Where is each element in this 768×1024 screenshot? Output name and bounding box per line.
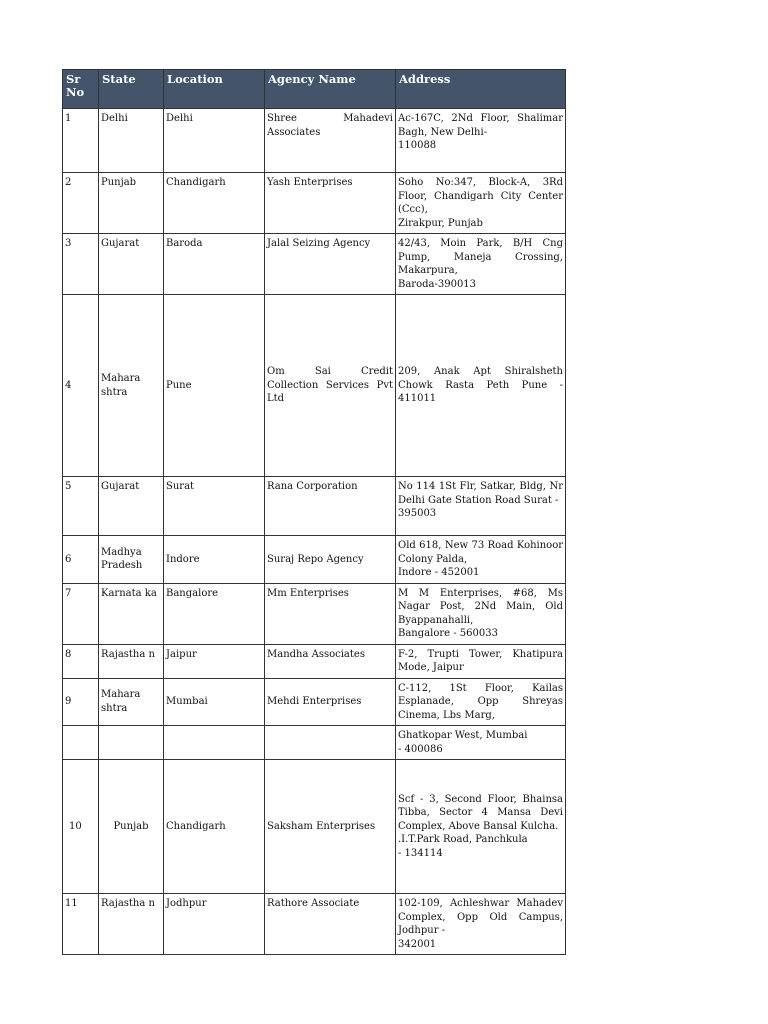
address-line: M M Enterprises, #68, Ms Nagar Post, 2Nd Main, Old Byappanahalli, xyxy=(398,587,563,626)
header-sr-no: Sr No xyxy=(63,70,99,109)
table-row xyxy=(63,760,566,894)
cell-address xyxy=(396,894,566,955)
address-line: Ac-167C, 2Nd Floor, Shalimar Bagh, New Delhi- xyxy=(398,113,563,138)
cell-agency-name: Jalal Seizing Agency xyxy=(265,234,396,295)
cell-state: Madhya Pradesh xyxy=(99,536,164,584)
address-line: No 114 1St Flr, Satkar, Bldg, Nr Delhi Gate Station Road Surat - xyxy=(398,481,563,506)
cell-state: Gujarat xyxy=(99,234,164,295)
address-line: Bangalore - 560033 xyxy=(398,628,498,639)
table-row xyxy=(63,477,566,536)
cell-address xyxy=(396,234,566,295)
table-row xyxy=(63,583,566,644)
cell-state: Mahara shtra xyxy=(99,678,164,726)
cell-state: Mahara shtra xyxy=(99,295,164,477)
table-row xyxy=(63,678,566,726)
cell-sr-no: 2 xyxy=(63,173,99,234)
header-agency-name: Agency Name xyxy=(265,70,396,109)
cell-location: Baroda xyxy=(164,234,265,295)
cell-sr-no: 4 xyxy=(63,295,99,477)
cell-sr-no: 8 xyxy=(63,644,99,678)
cell-agency-name: Suraj Repo Agency xyxy=(265,536,396,584)
cell-agency-name: Mandha Associates xyxy=(265,644,396,678)
cell-sr-no: 7 xyxy=(63,583,99,644)
cell-address xyxy=(396,644,566,678)
cell-sr-no: 1 xyxy=(63,109,99,173)
address-line: Scf - 3, Second Floor, Bhainsa Tibba, Sector 4 Mansa Devi Complex, Above Bansal Kulcha. xyxy=(398,793,563,832)
cell-state: Rajastha n xyxy=(99,894,164,955)
cell-sr-no: 6 xyxy=(63,536,99,584)
cell-location: Chandigarh xyxy=(164,173,265,234)
cell-address xyxy=(396,109,566,173)
table-row xyxy=(63,109,566,173)
cell-address xyxy=(396,726,566,760)
cell-state xyxy=(99,726,164,760)
cell-address xyxy=(396,173,566,234)
cell-sr-no: 11 xyxy=(63,894,99,955)
cell-address xyxy=(396,678,566,726)
address-line: - 400086 xyxy=(398,743,443,755)
cell-state: Punjab xyxy=(99,760,164,894)
table-row xyxy=(63,234,566,295)
cell-state: Karnata ka xyxy=(99,583,164,644)
agency-table xyxy=(62,69,566,955)
cell-sr-no xyxy=(63,726,99,760)
address-line: C-112, 1St Floor, Kailas Esplanade, Opp Shreyas Cinema, Lbs Marg, xyxy=(398,682,563,721)
cell-address xyxy=(396,477,566,536)
table-row xyxy=(63,644,566,678)
cell-location: Indore xyxy=(164,536,265,584)
cell-agency-name: Yash Enterprises xyxy=(265,173,396,234)
address-line: Ghatkopar West, Mumbai xyxy=(398,730,528,741)
header-location: Location xyxy=(164,70,265,109)
address-line: Indore - 452001 xyxy=(398,567,480,578)
cell-location: Pune xyxy=(164,295,265,477)
table-row xyxy=(63,894,566,955)
cell-location: Surat xyxy=(164,477,265,536)
cell-address xyxy=(396,295,566,477)
cell-location xyxy=(164,726,265,760)
cell-sr-no: 5 xyxy=(63,477,99,536)
table-header-row xyxy=(63,70,566,109)
address-line: 42/43, Moin Park, B/H Cng Pump, Maneja Crossing, Makarpura, xyxy=(398,238,563,276)
cell-state: Gujarat xyxy=(99,477,164,536)
cell-location: Jaipur xyxy=(164,644,265,678)
cell-agency-name: Shree Mahadevi Associates xyxy=(265,109,396,173)
address-line: .I.T.Park Road, Panchkula xyxy=(398,834,528,846)
table-row xyxy=(63,295,566,477)
address-line: 342001 xyxy=(398,938,437,950)
cell-agency-name xyxy=(265,726,396,760)
cell-state: Rajastha n xyxy=(99,644,164,678)
cell-location: Delhi xyxy=(164,109,265,173)
address-line: Baroda-390013 xyxy=(398,278,477,290)
cell-location: Mumbai xyxy=(164,678,265,726)
cell-address xyxy=(396,536,566,584)
cell-state: Punjab xyxy=(99,173,164,234)
cell-sr-no: 3 xyxy=(63,234,99,295)
cell-agency-name: Saksham Enterprises xyxy=(265,760,396,894)
address-line: Soho No:347, Block-A, 3Rd Floor, Chandigarh City Center (Ccc), xyxy=(398,177,563,215)
address-line: - 134114 xyxy=(398,847,443,859)
address-line: Zirakpur, Punjab xyxy=(398,217,483,229)
cell-sr-no: 10 xyxy=(63,760,99,894)
cell-location: Chandigarh xyxy=(164,760,265,894)
cell-address xyxy=(396,583,566,644)
cell-agency-name: Mehdi Enterprises xyxy=(265,678,396,726)
header-address: Address xyxy=(396,70,566,109)
table-row xyxy=(63,536,566,584)
cell-agency-name: Rathore Associate xyxy=(265,894,396,955)
table-body xyxy=(63,109,566,955)
cell-sr-no: 9 xyxy=(63,678,99,726)
cell-state: Delhi xyxy=(99,109,164,173)
table-row xyxy=(63,173,566,234)
table-row xyxy=(63,726,566,760)
cell-address xyxy=(396,760,566,894)
address-line: Old 618, New 73 Road Kohinoor Colony Palda, xyxy=(398,540,563,565)
address-line: 102-109, Achleshwar Mahadev Complex, Opp Old Campus, Jodhpur - xyxy=(398,898,563,936)
cell-location: Jodhpur xyxy=(164,894,265,955)
address-line: 209, Anak Apt Shiralsheth Chowk Rasta Peth Pune - 411011 xyxy=(398,366,563,405)
header-state: State xyxy=(99,70,164,109)
cell-agency-name: Rana Corporation xyxy=(265,477,396,536)
address-line: F-2, Trupti Tower, Khatipura Mode, Jaipur xyxy=(398,648,563,673)
address-line: 395003 xyxy=(398,508,437,519)
cell-agency-name: Om Sai Credit Collection Services Pvt Ltd xyxy=(265,295,396,477)
address-line: 110088 xyxy=(398,140,437,151)
cell-location: Bangalore xyxy=(164,583,265,644)
cell-agency-name: Mm Enterprises xyxy=(265,583,396,644)
